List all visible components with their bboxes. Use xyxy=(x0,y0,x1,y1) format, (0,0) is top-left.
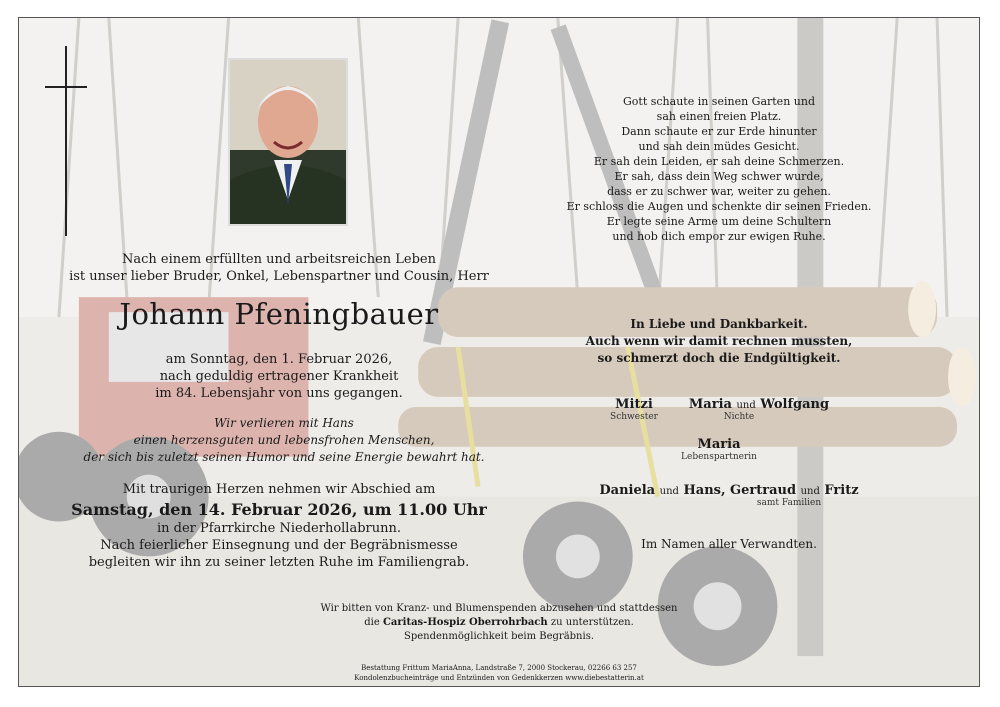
mourner-families xyxy=(559,483,899,508)
donation-text: die xyxy=(364,617,380,628)
mourner-maria-wolfgang xyxy=(679,397,839,422)
poem-line: Dann schaute er zur Erde hinunter xyxy=(621,125,817,138)
tribute-line-3: der sich bis zuletzt seinen Humor und seine Energie bewahrt hat. xyxy=(83,450,485,464)
mourner-maria-partner xyxy=(659,437,779,462)
mourner-name: Mitzi xyxy=(615,397,653,412)
donation-line-1: Wir bitten von Kranz- und Blumenspenden abzusehen und stattdessen xyxy=(320,603,678,614)
connector: und xyxy=(659,486,679,497)
mourner-name: Daniela xyxy=(599,483,656,498)
poem-line: Er schloss die Augen und schenkte dir seinen Frieden. xyxy=(566,200,872,213)
donation-line-3: Spendenmöglichkeit beim Begräbnis. xyxy=(403,631,595,642)
mourner-relation: samt Familien xyxy=(756,498,822,508)
mourner-relation: Nichte xyxy=(723,412,755,422)
poem-line: dass er zu schwer war, weiter zu gehen. xyxy=(607,185,831,198)
mourner-relation: Lebenspartnerin xyxy=(681,452,757,462)
connector: und xyxy=(800,486,820,497)
relatives-note: Im Namen aller Verwandten. xyxy=(641,537,817,551)
funeral-info xyxy=(59,481,499,571)
gratitude-line-1: In Liebe und Dankbarkeit. xyxy=(630,317,808,331)
cross-icon-bar xyxy=(45,86,87,88)
mourner-name: Fritz xyxy=(824,483,859,498)
mourner-name: Maria xyxy=(688,397,732,412)
tribute xyxy=(59,415,509,466)
poem-line: Er sah, dass dein Weg schwer wurde, xyxy=(614,170,824,183)
mourner-name: Maria xyxy=(697,437,741,452)
mourner-mitzi xyxy=(579,397,689,422)
connector: und xyxy=(736,400,756,411)
footer xyxy=(249,663,749,683)
death-info-line-1: am Sonntag, den 1. Februar 2026, xyxy=(165,352,393,367)
poem-line: und hob dich empor zur ewigen Ruhe. xyxy=(612,230,826,243)
gratitude xyxy=(529,316,909,367)
funeral-line-1: in der Pfarrkirche Niederhollabrunn. xyxy=(157,521,401,536)
funeral-line-3: begleiten wir ihn zu seiner letzten Ruhe im Familiengrab. xyxy=(88,555,470,570)
poem xyxy=(509,94,929,244)
donation-line-2 xyxy=(249,616,749,630)
footer-line-1: Bestattung Frittum MariaAnna, Landstraße 7, 2000 Stockerau, 02266 63 257 xyxy=(361,664,637,672)
funeral-line-2: Nach feierlicher Einsegnung und der Begräbnismesse xyxy=(100,538,458,553)
cross-icon xyxy=(65,46,67,236)
poem-line: sah einen freien Platz. xyxy=(656,110,782,123)
mourner-relation: Schwester xyxy=(610,412,658,422)
donation-note xyxy=(249,602,749,644)
funeral-date: Samstag, den 14. Februar 2026, um 11.00 Uhr xyxy=(71,500,487,519)
portrait-photo xyxy=(228,58,348,226)
donation-organization: Caritas-Hospiz Oberrohrbach xyxy=(382,617,548,628)
intro-line-1: Nach einem erfüllten und arbeitsreichen Leben xyxy=(122,252,436,267)
poem-line: Gott schaute in seinen Garten und xyxy=(623,95,815,108)
deceased-name: Johann Pfeningbauer xyxy=(119,297,439,331)
intro-line-2: ist unser lieber Bruder, Onkel, Lebenspartner und Cousin, Herr xyxy=(69,269,489,284)
intro-text xyxy=(59,251,499,285)
footer-line-2: Kondolenzbucheinträge und Entzünden von Gedenkkerzen www.diebestatterin.at xyxy=(354,674,644,682)
poem-line: Er sah dein Leiden, er sah deine Schmerzen. xyxy=(593,155,845,168)
donation-text: zu unterstützen. xyxy=(550,617,634,628)
tribute-line-1: Wir verlieren mit Hans xyxy=(214,416,354,430)
death-info xyxy=(79,351,479,402)
poem-line: Er legte seine Arme um deine Schultern xyxy=(606,215,832,228)
tribute-line-2: einen herzensguten und lebensfrohen Menschen, xyxy=(133,433,435,447)
mourner-name: Hans, Gertraud xyxy=(683,483,797,498)
parte-card xyxy=(18,17,980,687)
death-info-line-2: nach geduldig ertragener Krankheit xyxy=(159,369,399,384)
poem-line: und sah dein müdes Gesicht. xyxy=(638,140,800,153)
death-info-line-3: im 84. Lebensjahr von uns gegangen. xyxy=(155,386,403,401)
gratitude-line-3: so schmerzt doch die Endgültigkeit. xyxy=(597,351,841,365)
funeral-intro: Mit traurigen Herzen nehmen wir Abschied am xyxy=(122,482,436,497)
mourner-name: Wolfgang xyxy=(760,397,830,412)
gratitude-line-2: Auch wenn wir damit rechnen mussten, xyxy=(585,334,853,348)
